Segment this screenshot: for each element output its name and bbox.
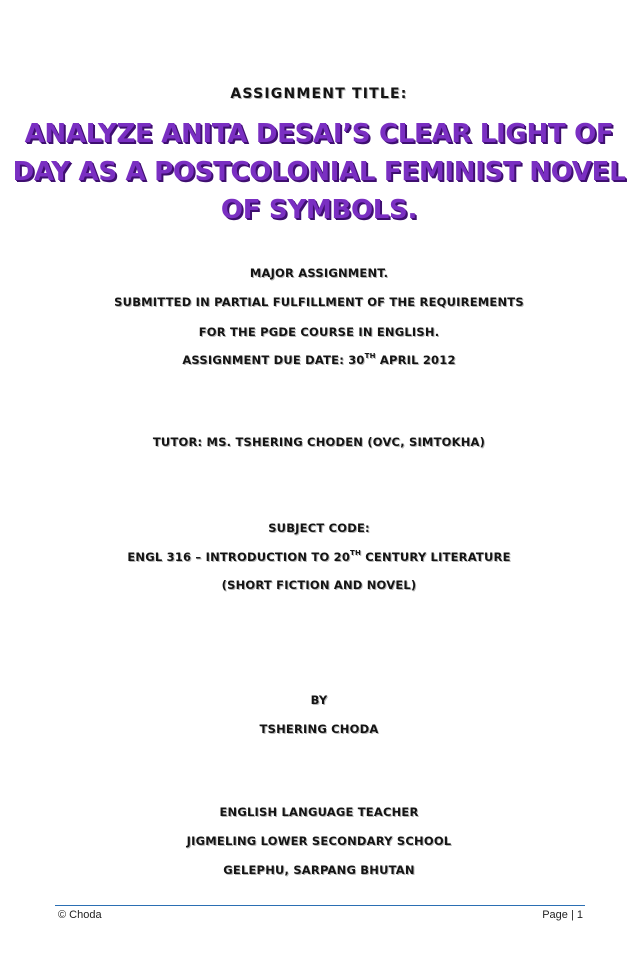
author-role: ENGLISH LANGUAGE TEACHER <box>219 805 419 819</box>
submitted-line: SUBMITTED IN PARTIAL FULFILLMENT OF THE REQUIREMENTS <box>114 295 524 309</box>
subject-note: (SHORT FICTION AND NOVEL) <box>221 578 417 592</box>
major-assignment: MAJOR ASSIGNMENT. <box>249 266 389 280</box>
subject-suffix: CENTURY LITERATURE <box>361 550 511 564</box>
due-date-suffix: APRIL 2012 <box>375 353 456 367</box>
assignment-title-label: ASSIGNMENT TITLE: <box>230 86 408 102</box>
due-date-prefix: ASSIGNMENT DUE DATE: 30 <box>182 353 365 367</box>
by-label: BY <box>310 693 328 707</box>
footer-divider <box>55 905 585 906</box>
footer-page-number: Page | 1 <box>542 909 583 921</box>
footer-copyright: © Choda <box>58 909 102 921</box>
course-line: FOR THE PGDE COURSE IN ENGLISH. <box>198 325 440 339</box>
subject-prefix: ENGL 316 – INTRODUCTION TO 20 <box>127 550 351 564</box>
due-date-line <box>0 353 638 367</box>
school-location: GELEPHU, SARPANG BHUTAN <box>223 863 415 877</box>
title-line-2: DAY AS A POSTCOLONIAL FEMINIST NOVEL <box>12 157 626 187</box>
due-date-sup: TH <box>364 352 376 360</box>
subject-sup: TH <box>350 549 362 557</box>
title-line-3: OF SYMBOLS. <box>220 195 418 225</box>
school-name: JIGMELING LOWER SECONDARY SCHOOL <box>186 834 452 848</box>
author-name: TSHERING CHODA <box>259 722 379 736</box>
subject-code-label: SUBJECT CODE: <box>268 521 370 535</box>
title-line-1: ANALYZE ANITA DESAI’S CLEAR LIGHT OF <box>24 119 614 149</box>
subject-line <box>0 550 638 564</box>
tutor-line: TUTOR: MS. TSHERING CHODEN (OVC, SIMTOKHA) <box>152 435 486 449</box>
